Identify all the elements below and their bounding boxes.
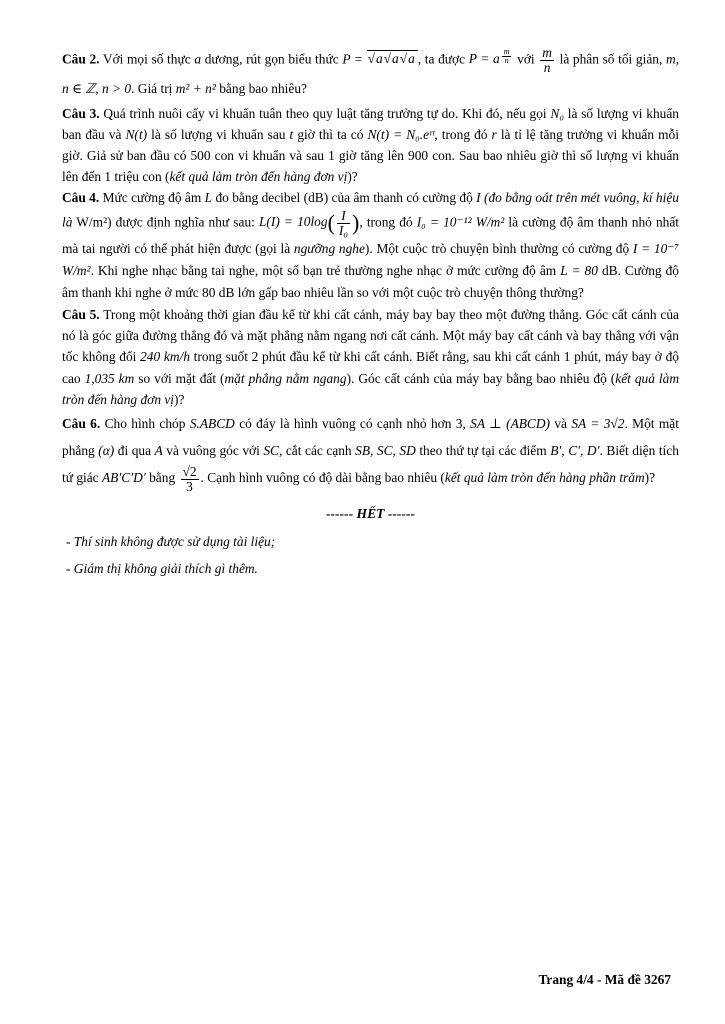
q4-text: , trong đó xyxy=(359,214,413,230)
exam-page xyxy=(62,40,679,577)
q2-result-base: P = a xyxy=(468,51,500,67)
q4-frac-num: I xyxy=(337,209,350,224)
q5-text: ). Góc cất cánh của máy bay bằng bao nhiêu độ ( xyxy=(346,370,616,386)
q6-sa: SA = 3√2 xyxy=(571,416,625,432)
q6-A: A xyxy=(154,443,163,459)
q2-exponent-frac xyxy=(502,48,512,65)
q6-text: và xyxy=(554,416,567,432)
q2-condition: m, n ∈ ℤ, n > 0 xyxy=(62,51,680,96)
q4-i0: I₀ = 10⁻¹² W/m² xyxy=(416,214,505,230)
q3-nt: N(t) xyxy=(125,126,148,142)
q6-area-frac xyxy=(181,465,199,494)
q4-paren-close: ) xyxy=(352,210,360,236)
q6-area-den: 3 xyxy=(186,478,193,494)
q6-text: Cho hình chóp xyxy=(104,416,186,432)
question-5-label: Câu 5. xyxy=(62,306,100,322)
q4-text: . Khi nghe nhạc bằng tai nghe, một số bạn trẻ thường nghe nhạc ở mức cường độ âm xyxy=(90,262,557,278)
q2-expr-lhs: P = xyxy=(342,51,367,67)
question-6 xyxy=(62,410,679,493)
q2-frac-den: n xyxy=(543,59,551,75)
q2-var-a: a xyxy=(194,51,202,67)
sqrt-mid: √ a√ a xyxy=(383,50,417,66)
q3-text: )? xyxy=(347,168,358,184)
q4-formula xyxy=(258,207,360,238)
q2-text: Với mọi số thực xyxy=(102,51,191,67)
q4-text: Mức cường độ âm xyxy=(102,189,202,205)
q4-i-val: I = 10⁻⁷ W/m² xyxy=(62,240,679,278)
q6-text: theo thứ tự tại các điểm xyxy=(419,443,547,459)
q5-text: Trong một khoảng thời gian đầu kể từ khi cất cánh, máy bay bay theo một đường thẳng. Góc cất cánh của nó là góc giữa đường thẳng đó và mặt phẳng nằm ngang nơi cất cánh. Một máy bay cất cánh và bay thẳng với vận tốc không đổi xyxy=(62,306,679,365)
q6-alpha: (α) xyxy=(98,443,115,459)
question-5 xyxy=(62,304,679,410)
question-2-label: Câu 2. xyxy=(62,51,100,67)
q4-frac xyxy=(337,209,350,238)
q4-text: ). Một cuộc trò chuyện bình thường có cường độ xyxy=(364,240,630,256)
q6-text: , cắt các cạnh xyxy=(278,443,352,459)
q4-L: L xyxy=(204,189,213,205)
q3-r: r xyxy=(491,126,497,142)
q6-points: B′, C′, D′ xyxy=(550,443,600,459)
q2-text: . Giá trị xyxy=(131,80,173,96)
q5-plane: mặt phẳng nằm ngang xyxy=(224,370,347,386)
q4-I: I xyxy=(476,189,481,205)
q3-text: , trong đó xyxy=(434,126,488,142)
note-2: - Giám thị không giải thích gì thêm. xyxy=(66,560,258,576)
sqrt-outer: √ a√ a√ a xyxy=(367,50,418,66)
q3-text: là số lượng vi khuẩn sau xyxy=(151,126,286,142)
end-marker: ------ HẾT ------ xyxy=(325,505,416,521)
q4-unit: W/m² xyxy=(76,214,108,230)
q3-text: là số lượng vi khuẩn ban đầu và xyxy=(62,105,679,142)
q6-edges: SB, SC, SD xyxy=(355,443,416,459)
q4-threshold: ngưỡng nghe xyxy=(293,240,365,256)
q5-text: trong suốt 2 phút đầu kể từ khi cất cánh. Biết rằng, sau khi cất cánh 1 phút, máy bay ở độ cao xyxy=(62,349,679,386)
q6-pyramid: S.ABCD xyxy=(189,416,235,432)
q2-exp-den: n xyxy=(504,55,509,65)
q6-text: và vuông góc với xyxy=(166,443,260,459)
q6-SC: SC xyxy=(263,443,279,459)
q6-area-num: √2 xyxy=(182,463,197,479)
q4-l-val: L = 80 xyxy=(560,262,598,278)
q6-perp: SA ⊥ (ABCD) xyxy=(470,416,550,432)
q3-hint: kết quả làm tròn đến hàng đơn vị xyxy=(169,168,348,184)
page-footer: Trang 4/4 - Mã đề 3267 xyxy=(538,972,671,987)
q6-quad: AB′C′D′ xyxy=(102,470,146,486)
q3-t: t xyxy=(289,126,294,142)
q3-text: Quá trình nuôi cấy vi khuẩn tuân theo quy luật tăng trưởng tự do. Khi đó, nếu gọi xyxy=(103,105,547,121)
q4-text: dB. Cường độ âm thanh khi nghe ở mức 80 dB lớn gấp bao nhiêu lần so với một cuộc trò chuyện thông thường? xyxy=(62,262,679,300)
q2-frac-mn xyxy=(540,46,554,75)
q4-text: ) được định nghĩa như sau: xyxy=(107,214,255,230)
q6-text: bằng xyxy=(149,470,176,486)
q2-text: với xyxy=(517,51,535,67)
q4-frac-den: I₀ xyxy=(338,222,349,238)
question-2 xyxy=(62,42,679,103)
q5-text: )? xyxy=(174,392,185,408)
q4-text: (đo bằng oát trên mét vuông, kí hiệu là xyxy=(62,189,679,230)
q6-text: . Cạnh hình vuông có độ dài bằng bao nhiêu ( xyxy=(200,470,445,486)
q2-text: bằng bao nhiêu? xyxy=(219,80,307,96)
sqrt-inner: √ a xyxy=(399,50,416,66)
q6-text: đi qua xyxy=(117,443,152,459)
q2-expression xyxy=(342,50,417,66)
q2-text: dương, rút gọn biểu thức xyxy=(204,51,339,67)
q6-text: có đáy là hình vuông có cạnh nhỏ hơn 3, xyxy=(239,416,466,432)
q3-text: là tỉ lệ tăng trưởng vi khuẩn mỗi giờ. Giả sử ban đầu có 500 con vi khuẩn và sau 1 giờ tăng lên 900 con. Sau bao nhiêu giờ thì số lượng vi khuẩn lên đến 1 triệu con ( xyxy=(62,126,679,184)
q5-hint: kết quả làm tròn đến hàng đơn vị xyxy=(62,370,679,408)
q2-frac-num: m xyxy=(542,44,552,60)
q3-formula: N(t) = N₀.eʳᵗ xyxy=(367,126,435,142)
q5-height: 1,035 km xyxy=(84,370,135,386)
q4-formula-left: L(I) = 10log xyxy=(258,214,328,230)
question-3-label: Câu 3. xyxy=(62,105,100,121)
q6-hint: kết quả làm tròn đến hàng phần trăm xyxy=(444,470,645,486)
q2-text: là phân số tối giản, xyxy=(559,51,663,67)
question-4-label: Câu 4. xyxy=(62,189,100,205)
q2-sum-expr: m² + n² xyxy=(175,80,216,96)
q2-text: , ta được xyxy=(417,51,466,67)
q5-speed: 240 km/h xyxy=(140,349,190,365)
q3-n0: N₀ xyxy=(550,105,565,121)
q4-text: đo bằng decibel (dB) của âm thanh có cường độ xyxy=(215,189,473,205)
q2-result xyxy=(468,46,514,67)
q6-text: . Biết diện tích tứ giác xyxy=(62,443,679,486)
note-1: - Thí sinh không được sử dụng tài liệu; xyxy=(66,533,276,549)
q4-text: là cường độ âm thanh nhỏ nhất mà tai người có thể phát hiện được (gọi là xyxy=(62,214,680,256)
q5-text: so với mặt đất ( xyxy=(138,370,225,386)
question-4 xyxy=(62,187,679,304)
q6-text: . Một mặt phẳng xyxy=(62,416,679,459)
q4-paren-open: ( xyxy=(327,210,335,236)
question-6-label: Câu 6. xyxy=(62,416,101,432)
q2-exp-num: m xyxy=(503,46,510,56)
q6-text: )? xyxy=(644,470,656,486)
q3-text: giờ thì ta có xyxy=(297,126,364,142)
question-3 xyxy=(62,103,679,187)
